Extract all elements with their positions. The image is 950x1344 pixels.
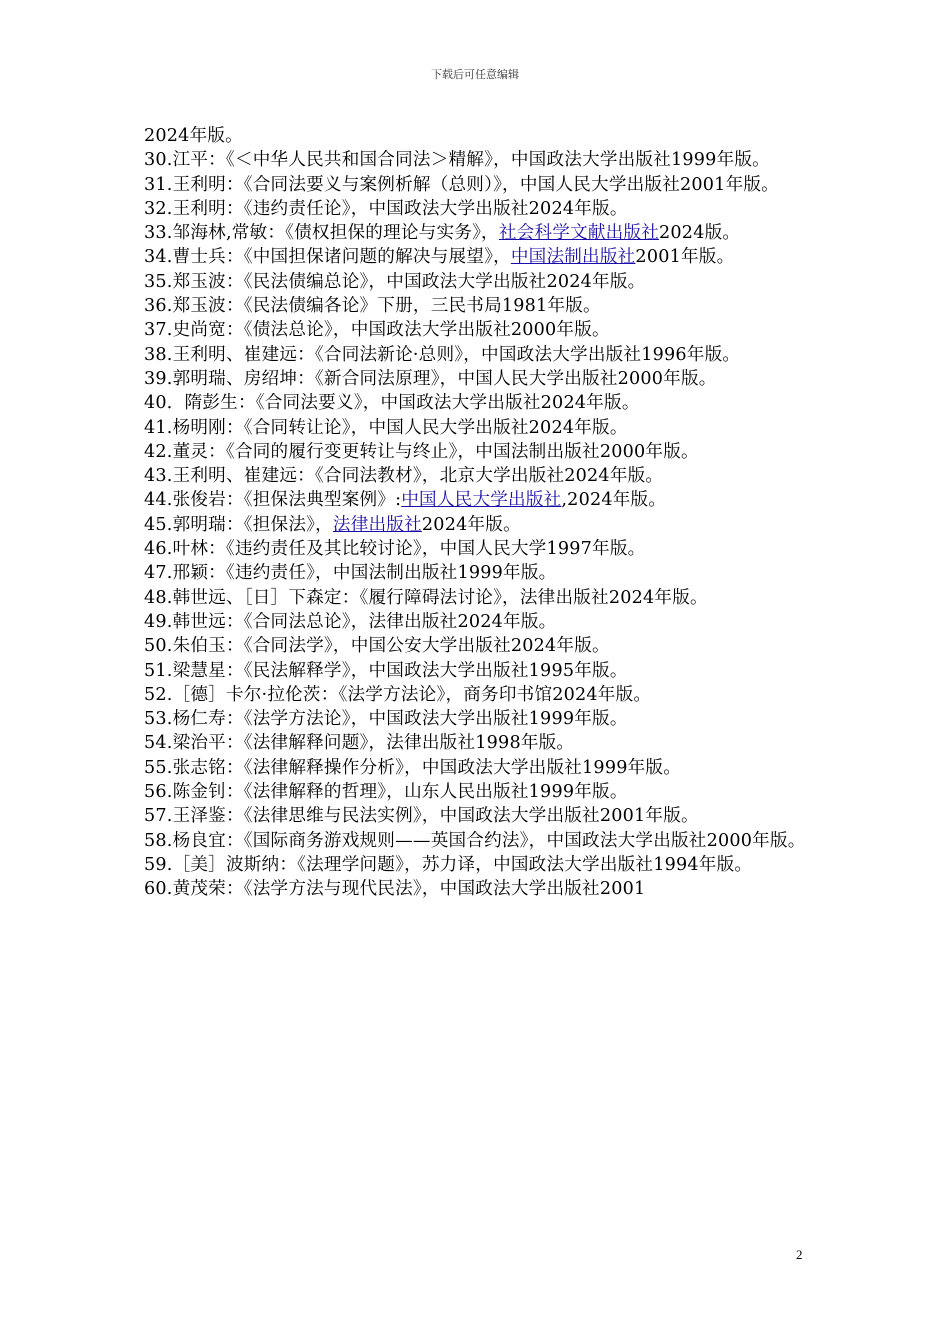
entry-text: 46.叶林：《违约责任及其比较讨论》，中国人民大学1997年版。 (144, 539, 646, 560)
reference-entry (144, 197, 808, 221)
entry-text: 32.王利明：《违约责任论》，中国政法大学出版社2024年版。 (144, 198, 628, 219)
reference-entry (144, 391, 808, 415)
reference-entry (144, 440, 808, 464)
reference-entry (144, 173, 808, 197)
reference-entry (144, 270, 808, 294)
entry-text: 2001年版。 (635, 247, 735, 268)
entry-text: 2024版。 (659, 223, 741, 244)
entry-text: 43.王利明、崔建远：《合同法教材》，北京大学出版社2024年版。 (144, 466, 664, 487)
entry-text: 48.韩世远、［日］下森定：《履行障碍法讨论》，法律出版社2024年版。 (144, 587, 708, 608)
entry-text: 55.张志铭：《法律解释操作分析》，中国政法大学出版社1999年版。 (144, 757, 681, 778)
reference-entry (144, 853, 808, 877)
entry-text: 54.梁治平：《法律解释问题》，法律出版社1998年版。 (144, 733, 575, 754)
publisher-link[interactable]: 社会科学文献出版社 (498, 223, 660, 244)
entry-text: 41.杨明刚：《合同转让论》，中国人民大学出版社2024年版。 (144, 417, 628, 438)
reference-entry (144, 148, 808, 172)
entry-text: 37.史尚宽：《债法总论》，中国政法大学出版社2000年版。 (144, 320, 610, 341)
entry-text: 44.张俊岩：《担保法典型案例》: (144, 490, 402, 511)
reference-entry (144, 416, 808, 440)
publisher-link[interactable]: 法律出版社 (332, 514, 422, 535)
reference-entry (144, 780, 808, 804)
reference-entry (144, 707, 808, 731)
reference-entry (144, 804, 808, 828)
page-header: 下载后可任意编辑 (431, 68, 519, 81)
entry-text: 56.陈金钊：《法律解释的哲理》，山东人民出版社1999年版。 (144, 782, 628, 803)
entry-text: 47.邢颖：《违约责任》，中国法制出版社1999年版。 (144, 563, 557, 584)
reference-entry (144, 731, 808, 755)
entry-text: 53.杨仁寿：《法学方法论》，中国政法大学出版社1999年版。 (144, 709, 628, 730)
entry-text: 34.曹士兵：《中国担保诸问题的解决与展望》， (144, 247, 511, 268)
entry-text: 49.韩世远：《合同法总论》，法律出版社2024年版。 (144, 611, 557, 632)
entry-text: 31.王利明：《合同法要义与案例析解（总则）》，中国人民大学出版社2001年版。 (144, 174, 779, 195)
reference-entry (144, 294, 808, 318)
entry-text: 45.郭明瑞：《担保法》， (144, 514, 333, 535)
entry-text: 38.王利明、崔建远：《合同法新论·总则》，中国政法大学出版社1996年版。 (144, 344, 741, 365)
page-number: 2 (796, 1247, 803, 1262)
reference-entry (144, 367, 808, 391)
publisher-link[interactable]: 中国法制出版社 (510, 247, 636, 268)
entry-text: ,2024年版。 (561, 490, 667, 511)
entry-text: 33.邹海林,常敏：《债权担保的理论与实务》， (144, 223, 499, 244)
reference-entry (144, 610, 808, 634)
reference-entry (144, 343, 808, 367)
reference-entry (144, 537, 808, 561)
reference-entry (144, 586, 808, 610)
reference-entry (144, 756, 808, 780)
entry-text: 42.董灵：《合同的履行变更转让与终止》，中国法制出版社2000年版。 (144, 441, 699, 462)
entry-text: 36.郑玉波：《民法债编各论》下册，三民书局1981年版。 (144, 296, 601, 317)
entry-text: 2024年版。 (421, 514, 521, 535)
reference-entry (144, 464, 808, 488)
entry-text: 58.杨良宜：《国际商务游戏规则——英国合约法》，中国政法大学出版社2000年版。 (144, 830, 806, 851)
entry-text: 60.黄茂荣：《法学方法与现代民法》，中国政法大学出版社2001 (144, 879, 646, 900)
entry-text: 57.王泽鉴：《法律思维与民法实例》，中国政法大学出版社2001年版。 (144, 806, 699, 827)
reference-list (144, 124, 808, 902)
reference-entry (144, 124, 808, 148)
reference-entry (144, 245, 808, 269)
entry-text: 30.江平：《＜中华人民共和国合同法＞精解》，中国政法大学出版社1999年版。 (144, 150, 770, 171)
reference-entry (144, 877, 808, 901)
reference-entry (144, 561, 808, 585)
publisher-link[interactable]: 中国人民大学出版社 (401, 490, 562, 511)
reference-entry (144, 659, 808, 683)
reference-entry (144, 513, 808, 537)
entry-text: 2024年版。 (144, 126, 243, 146)
reference-entry (144, 829, 808, 853)
reference-entry (144, 634, 808, 658)
reference-entry (144, 488, 808, 512)
entry-text: 52.［德］卡尔·拉伦茨：《法学方法论》，商务印书馆2024年版。 (144, 684, 652, 705)
reference-entry (144, 221, 808, 245)
entry-text: 50.朱伯玉：《合同法学》，中国公安大学出版社2024年版。 (144, 636, 610, 657)
entry-text: 51.梁慧星：《民法解释学》，中国政法大学出版社1995年版。 (144, 660, 628, 681)
entry-text: 59.［美］波斯纳：《法理学问题》，苏力译，中国政法大学出版社1994年版。 (144, 854, 753, 875)
reference-entry (144, 683, 808, 707)
reference-entry (144, 318, 808, 342)
entry-text: 39.郭明瑞、房绍坤：《新合同法原理》，中国人民大学出版社2000年版。 (144, 368, 717, 389)
entry-text: 40．隋彭生：《合同法要义》，中国政法大学出版社2024年版。 (144, 393, 640, 414)
entry-text: 35.郑玉波：《民法债编总论》，中国政法大学出版社2024年版。 (144, 271, 646, 292)
